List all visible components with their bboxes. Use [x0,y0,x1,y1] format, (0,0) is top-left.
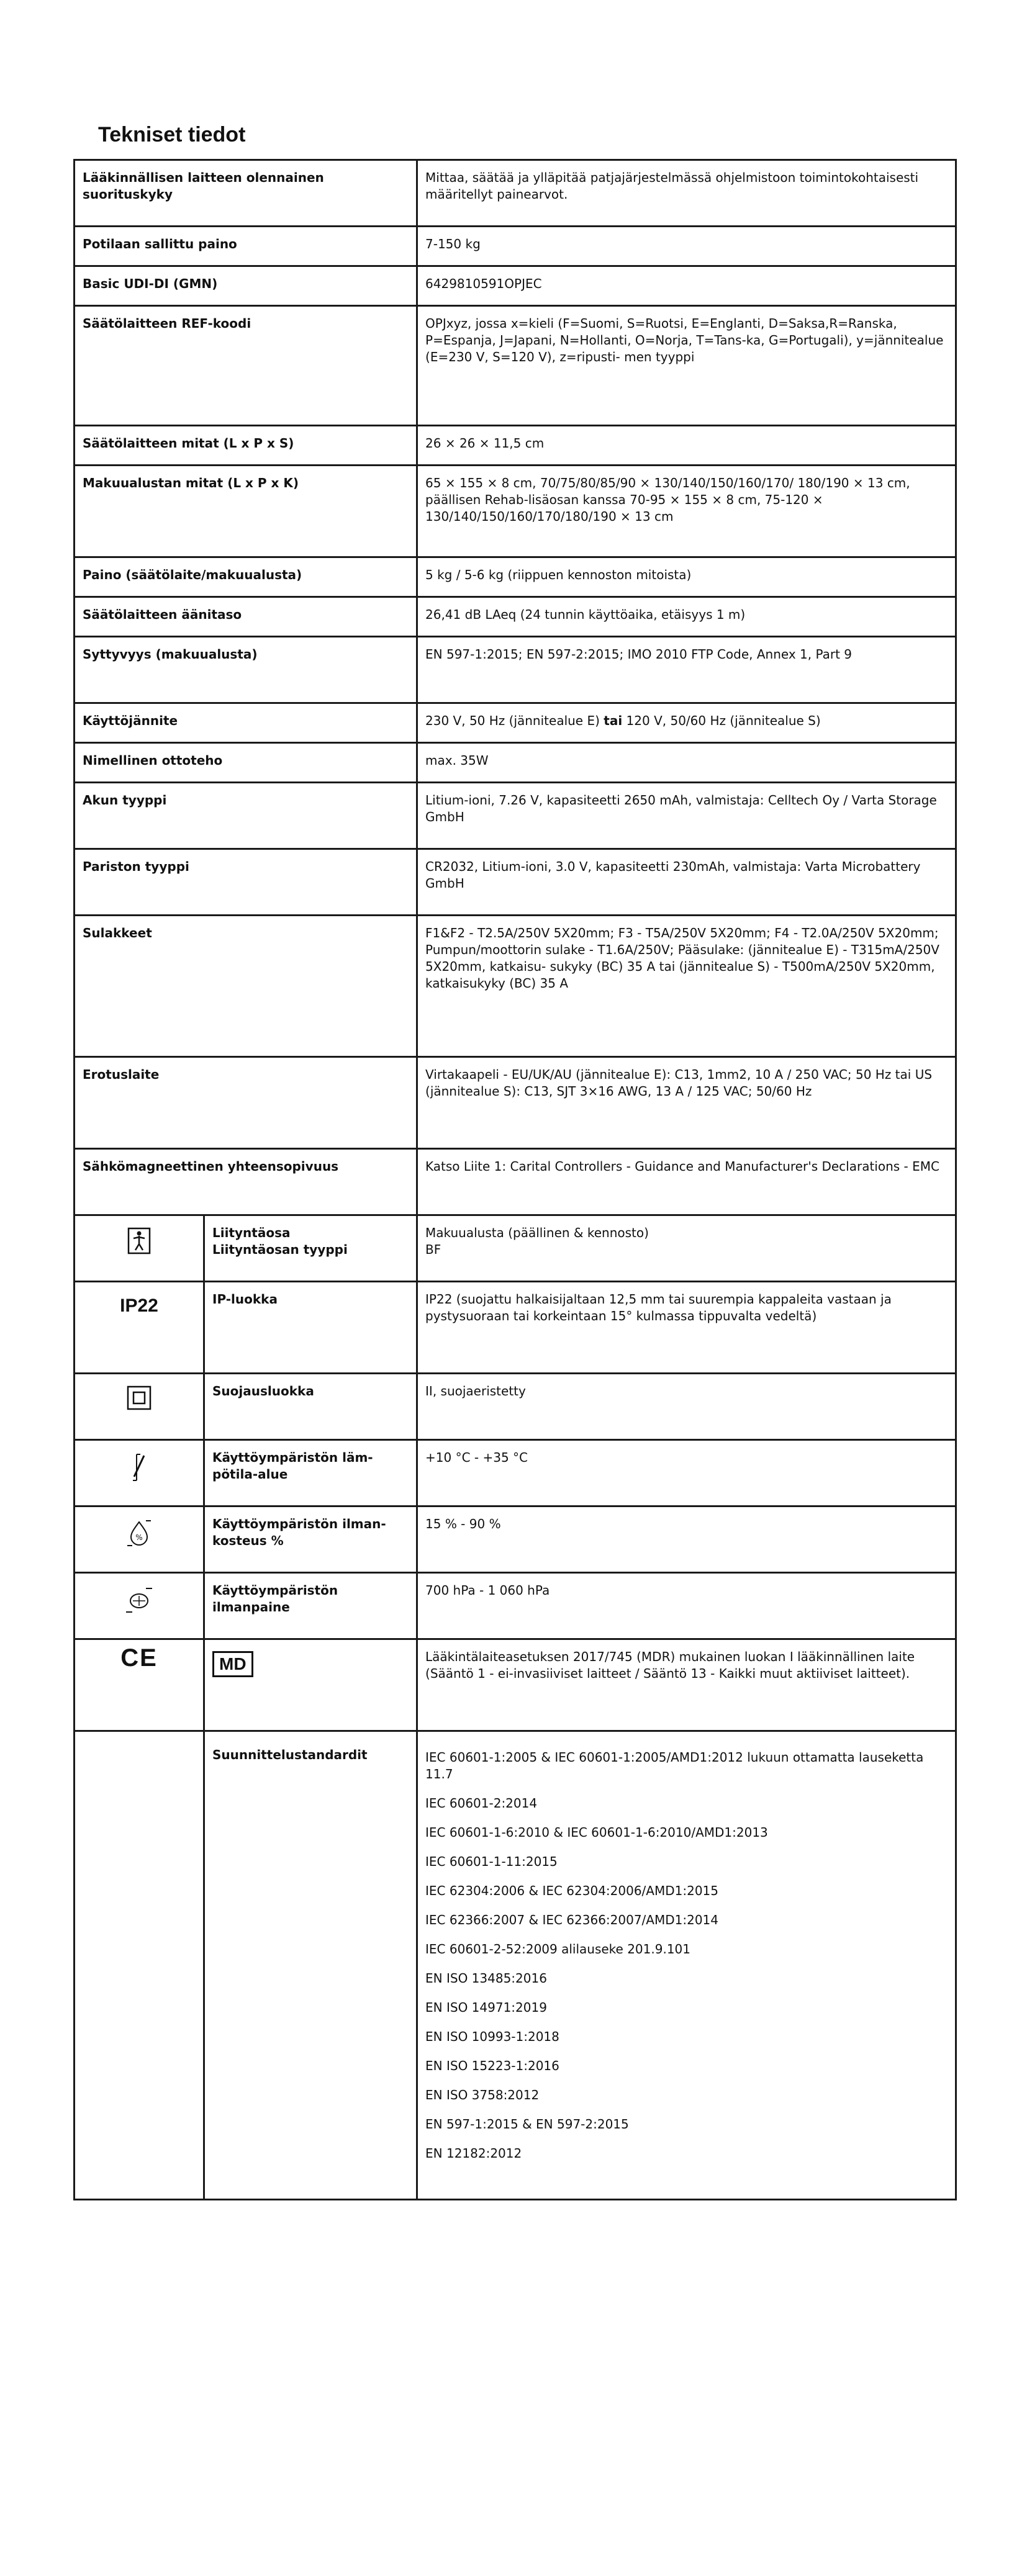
row-label: Paino (säätölaite/makuualusta) [75,557,417,597]
list-item: IEC 60601-2:2014 [425,1796,538,1811]
row-label [204,1215,417,1282]
table-row [75,916,956,1057]
row-value: Lääkintälaiteasetuksen 2017/745 (MDR) mukainen luokan I lääkinnällinen laite (Sääntö 1 - ei-invasiiviset laitteet / Sääntö 13 - Kaikki muut aktiiviset laitteet). [417,1639,956,1731]
table-row [75,1573,956,1639]
symbol-cell [204,1639,417,1731]
label-line2: Liityntäosan tyyppi [212,1242,348,1257]
ip-rating-mark: IP22 [120,1295,158,1316]
row-value: F1&F2 - T2.5A/250V 5X20mm; F3 - T5A/250V 5X20mm; F4 - T2.0A/250V 5X20mm; Pumpun/moottorin sulake - T1.6A/250V; Pääsulake: (jännitealue E) - T315mA/250V 5X20mm, katkaisu- sukyky (BC) 35 A tai (jännitealue S) - T500mA/250V 5X20mm, katkaisukyky (BC) 35 A [417,916,956,1057]
row-label: Käyttöjännite [75,703,417,743]
table-row [75,1440,956,1506]
table-row [75,306,956,426]
row-value: OPJxyz, jossa x=kieli (F=Suomi, S=Ruotsi, E=Englanti, D=Saksa,R=Ranska, P=Espanja, J=Japani, N=Hollanti, O=Norja, T=Tans-ka, G=Portugali), y=jännitealue (E=230 V, S=120 V), z=ripusti- men tyyppi [417,306,956,426]
row-value [417,1215,956,1282]
row-value: 6429810591OPJEC [417,266,956,306]
list-item: IEC 62366:2007 & IEC 62366:2007/AMD1:2014 [425,1912,718,1927]
list-item: IEC 60601-2-52:2009 alilauseke 201.9.101 [425,1942,690,1957]
list-item: EN 597-1:2015 & EN 597-2:2015 [425,2117,629,2132]
row-value: II, suojaeristetty [417,1374,956,1440]
row-label: Säätölaitteen mitat (L x P x S) [75,426,417,466]
table-row [75,743,956,783]
list-item: EN ISO 3758:2012 [425,2087,540,2102]
medical-device-mark: MD [212,1651,253,1677]
row-value: IP22 (suojattu halkaisijaltaan 12,5 mm tai suurempia kappaleita vastaan ja pystysuoraan tai korkeintaan 15° kulmassa tippuvalta vedeltä) [417,1282,956,1374]
table-row [75,1639,956,1731]
temperature-limit-icon [127,1472,152,1487]
row-label: Sähkömagneettinen yhteensopivuus [75,1149,417,1215]
empty-cell [75,1731,204,2200]
row-value: Litium-ioni, 7.26 V, kapasiteetti 2650 mAh, valmistaja: Celltech Oy / Varta Storage GmbH [417,783,956,849]
row-label: Makuualustan mitat (L x P x K) [75,466,417,557]
table-row [75,1057,956,1149]
row-value: Katso Liite 1: Carital Controllers - Guidance and Manufacturer's Declarations - EMC [417,1149,956,1215]
table-row [75,1149,956,1215]
table-row [75,597,956,637]
row-value [417,703,956,743]
table-row [75,266,956,306]
list-item: EN ISO 10993-1:2018 [425,2029,559,2044]
row-label: Lääkinnällisen laitteen olennainen suorituskyky [75,160,417,227]
list-item: EN ISO 14971:2019 [425,2000,547,2015]
symbol-cell [75,1282,204,1374]
table-row [75,466,956,557]
value-line2: BF [425,1242,441,1257]
row-label: Suojausluokka [204,1374,417,1440]
row-value: 26,41 dB LAeq (24 tunnin käyttöaika, etäisyys 1 m) [417,597,956,637]
row-value: 5 kg / 5-6 kg (riippuen kennoston mitoista) [417,557,956,597]
page-title: Tekniset tiedot [98,123,246,146]
svg-text:%: % [135,1533,143,1542]
table-row [75,1282,956,1374]
row-label: Käyttöympäristön ilman- kosteus % [204,1506,417,1573]
list-item: IEC 62304:2006 & IEC 62304:2006/AMD1:2015 [425,1883,718,1898]
table-row [75,1506,956,1573]
row-label: Basic UDI-DI (GMN) [75,266,417,306]
row-value: Virtakaapeli - EU/UK/AU (jännitealue E): C13, 1mm2, 10 A / 250 VAC; 50 Hz tai US (jännitealue S): C13, SJT 3×16 AWG, 13 A / 125 VAC; 50/60 Hz [417,1057,956,1149]
table-row [75,1731,956,2200]
spec-table [73,159,957,2200]
row-label: Käyttöympäristön läm- pötila-alue [204,1440,417,1506]
table-row [75,1374,956,1440]
row-value: 26 × 26 × 11,5 cm [417,426,956,466]
row-label: Syttyvyys (makuualusta) [75,637,417,703]
list-item: EN 12182:2012 [425,2146,522,2161]
symbol-cell [75,1215,204,1282]
table-row [75,557,956,597]
table-row [75,783,956,849]
table-row [75,849,956,916]
list-item: IEC 60601-1-11:2015 [425,1854,558,1869]
row-label: Säätölaitteen äänitaso [75,597,417,637]
humidity-limit-icon [125,1533,153,1551]
voltage-s: 120 V, 50/60 Hz (jännitealue S) [622,713,821,728]
standards-list [417,1731,956,2200]
table-row [75,1215,956,1282]
label-line1: Liityntäosa [212,1225,291,1240]
row-value: 65 × 155 × 8 cm, 70/75/80/85/90 × 130/140/150/160/170/ 180/190 × 13 cm, päällisen Rehab-lisäosan kanssa 70-95 × 155 × 8 cm, 75-120 × 130/140/150/160/170/180/190 × 13 cm [417,466,956,557]
row-value: 15 % - 90 % [417,1506,956,1573]
row-label: IP-luokka [204,1282,417,1374]
row-label: Pariston tyyppi [75,849,417,916]
applied-part-bf-icon [127,1243,151,1258]
table-row [75,227,956,266]
row-value: max. 35W [417,743,956,783]
symbol-cell [75,1506,204,1573]
row-value: CR2032, Litium-ioni, 3.0 V, kapasiteetti 230mAh, valmistaja: Varta Microbattery GmbH [417,849,956,916]
row-label: Sulakkeet [75,916,417,1057]
row-value: 7-150 kg [417,227,956,266]
voltage-or: tai [604,713,623,728]
list-item: EN ISO 13485:2016 [425,1971,547,1986]
row-value: +10 °C - +35 °C [417,1440,956,1506]
symbol-cell [75,1440,204,1506]
row-label: Potilaan sallittu paino [75,227,417,266]
table-row [75,160,956,227]
row-value: EN 597-1:2015; EN 597-2:2015; IMO 2010 FTP Code, Annex 1, Part 9 [417,637,956,703]
row-label: Erotuslaite [75,1057,417,1149]
row-label: Akun tyyppi [75,783,417,849]
row-label: Käyttöympäristön ilmanpaine [204,1573,417,1639]
table-row [75,637,956,703]
list-item: IEC 60601-1:2005 & IEC 60601-1:2005/AMD1:2012 lukuun ottamatta lauseketta 11.7 [425,1750,924,1781]
row-label: Säätölaitteen REF-koodi [75,306,417,426]
row-value: Mittaa, säätää ja ylläpitää patjajärjestelmässä ohjelmistoon toimintokohtaisesti määritellyt painearvot. [417,160,956,227]
table-row [75,426,956,466]
ce-mark: CE [120,1644,158,1672]
list-item: EN ISO 15223-1:2016 [425,2058,559,2073]
table-row [75,703,956,743]
voltage-e: 230 V, 50 Hz (jännitealue E) [425,713,604,728]
row-label: Suunnittelustandardit [204,1731,417,2200]
double-insulation-icon [127,1398,152,1413]
pressure-limit-icon [124,1603,155,1618]
symbol-cell [75,1374,204,1440]
list-item: IEC 60601-1-6:2010 & IEC 60601-1-6:2010/AMD1:2013 [425,1825,768,1840]
symbol-cell [75,1639,204,1731]
row-value: 700 hPa - 1 060 hPa [417,1573,956,1639]
value-line1: Makuualusta (päällinen & kennosto) [425,1225,649,1240]
symbol-cell [75,1573,204,1639]
row-label: Nimellinen ottoteho [75,743,417,783]
